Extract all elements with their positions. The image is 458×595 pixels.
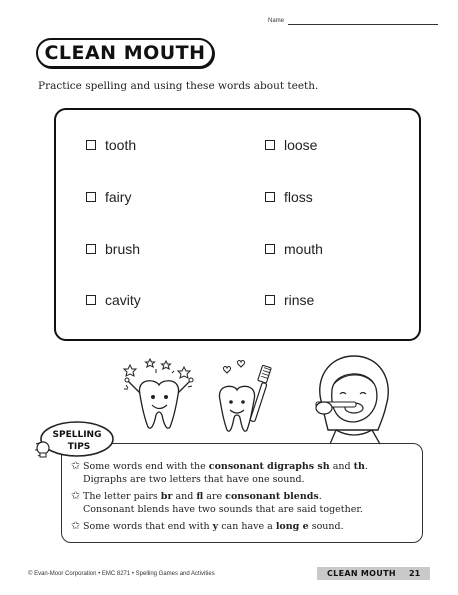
word-label: floss: [284, 189, 313, 205]
word-label: brush: [105, 241, 141, 257]
tip-text-run: are: [203, 491, 226, 502]
tip-text-run: consonant digraphs sh: [208, 461, 330, 472]
word-item-loose[interactable]: [265, 137, 317, 153]
page-title: CLEAN MOUTH: [44, 42, 206, 64]
tip-text-run: y: [212, 521, 219, 532]
footer-copyright: © Evan-Moor Corporation • EMC 8271 • Spelling Games and Activities: [28, 571, 215, 577]
spelling-tips-badge: [31, 418, 117, 460]
word-label: cavity: [105, 292, 141, 308]
tip-text-run: Some words that end with: [83, 521, 213, 532]
tip-text-run: The letter pairs: [83, 491, 161, 502]
word-checkbox[interactable]: [86, 192, 96, 202]
word-checkbox[interactable]: [265, 140, 275, 150]
word-checkbox[interactable]: [86, 140, 96, 150]
tip-3: [71, 519, 344, 533]
page-number: 21: [409, 569, 421, 578]
tip-text-run: th: [353, 461, 365, 472]
tip-text-run: consonant blends: [225, 491, 319, 502]
tip-text-run: .: [318, 491, 322, 502]
star-icon: ✩: [71, 459, 81, 472]
tooth-with-toothbrush-illustration: [212, 360, 282, 436]
word-item-tooth[interactable]: [86, 137, 136, 153]
word-checkbox[interactable]: [265, 244, 275, 254]
name-line: [288, 24, 438, 25]
word-label: tooth: [105, 137, 137, 153]
word-item-cavity[interactable]: [86, 292, 141, 308]
tip-1-line-2: Digraphs are two letters that have one sound.: [83, 474, 305, 485]
tip-text-run: sound.: [308, 521, 344, 532]
word-label: mouth: [284, 241, 323, 257]
badge-line-2: TIPS: [67, 442, 91, 452]
word-item-rinse[interactable]: [265, 292, 314, 308]
word-checkbox[interactable]: [86, 244, 96, 254]
word-item-mouth[interactable]: [265, 241, 323, 257]
tip-text-run: fl: [196, 491, 204, 502]
tip-text-run: and: [172, 491, 197, 502]
footer-title: CLEAN MOUTH: [327, 569, 396, 578]
word-checkbox[interactable]: [265, 192, 275, 202]
word-item-brush[interactable]: [86, 241, 140, 257]
word-checkbox[interactable]: [86, 295, 96, 305]
word-item-floss[interactable]: [265, 189, 313, 205]
word-checkbox[interactable]: [265, 295, 275, 305]
word-item-fairy[interactable]: [86, 189, 131, 205]
lightbulb-icon: [37, 442, 49, 454]
happy-tooth-illustration: [118, 355, 200, 435]
tip-text-run: Some words end with the: [83, 461, 209, 472]
name-label: Name: [268, 18, 285, 24]
tip-text-run: br: [160, 491, 173, 502]
star-icon: ✩: [71, 519, 81, 532]
tip-text-run: can have a: [218, 521, 276, 532]
tip-3-line-1: [83, 521, 344, 532]
girl-brushing-teeth-illustration: [310, 350, 396, 446]
word-label: loose: [284, 137, 318, 153]
word-label: fairy: [105, 189, 132, 205]
tip-2-line-1: [83, 491, 322, 502]
tip-2-line-2: Consonant blends have two sounds that are said together.: [83, 504, 363, 515]
word-label: rinse: [284, 292, 315, 308]
tip-text-run: long e: [275, 521, 309, 532]
star-icon: ✩: [71, 489, 81, 502]
tip-1: [71, 459, 368, 486]
tip-2: [71, 489, 363, 516]
instruction-text: Practice spelling and using these words about teeth.: [38, 80, 319, 92]
tip-text-run: .: [364, 461, 368, 472]
page-title-pill: [36, 38, 214, 68]
badge-line-1: SPELLING: [52, 430, 102, 440]
tip-1-line-1: [83, 461, 368, 472]
tip-text-run: and: [329, 461, 354, 472]
